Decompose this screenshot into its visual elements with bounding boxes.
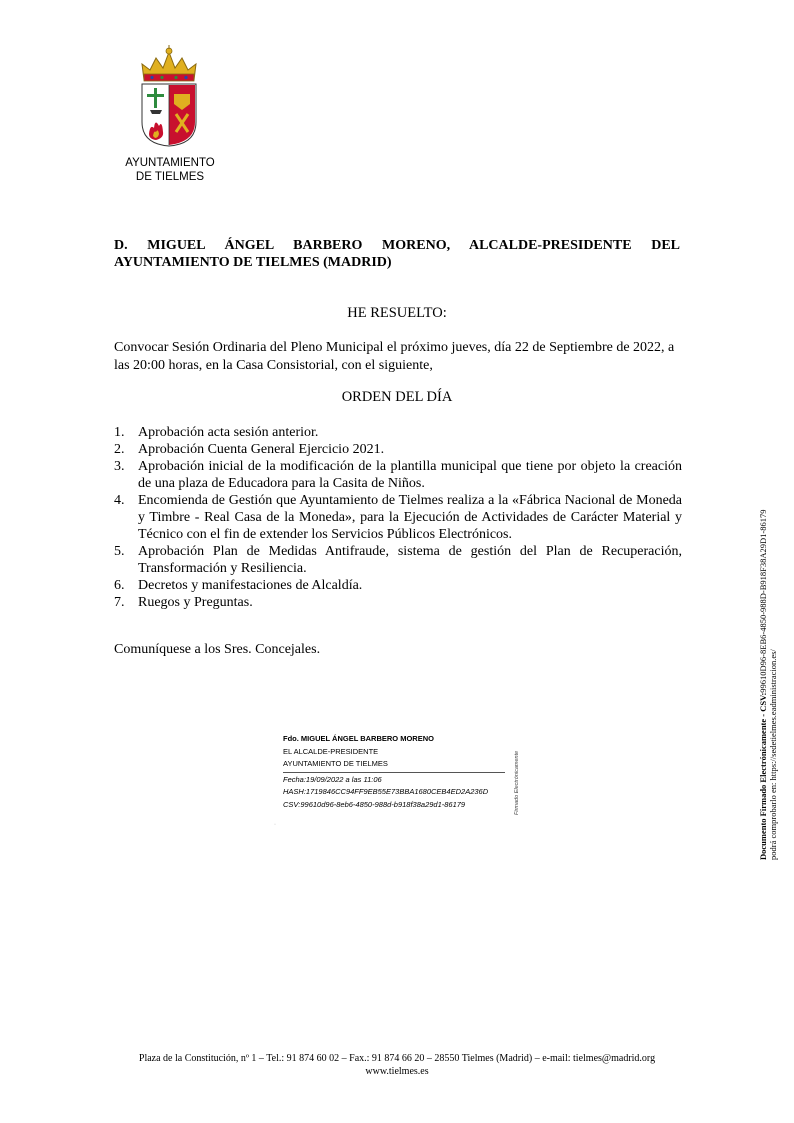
agenda-item-number: 7. <box>114 595 125 610</box>
signature-divider <box>283 772 505 773</box>
agenda-item-number: 2. <box>114 442 125 457</box>
signer-name: Fdo. MIGUEL ÁNGEL BARBERO MORENO <box>283 734 434 743</box>
agenda-item-text: Decretos y manifestaciones de Alcaldía. <box>138 578 363 593</box>
intro-paragraph: Convocar Sesión Ordinaria del Pleno Municipal el próximo jueves, día 22 de Septiembre de 2022, a las 20:00 horas, en la Casa Consistorial, con el siguiente, <box>114 340 675 373</box>
signer-role: EL ALCALDE-PRESIDENTE <box>283 746 379 756</box>
verification-line1 <box>758 470 768 860</box>
notification-line: Comuníquese a los Sres. Concejales. <box>114 642 321 657</box>
signer-organization: AYUNTAMIENTO DE TIELMES <box>283 759 388 768</box>
page-footer <box>100 1052 694 1078</box>
signed-document-label: Documento Firmado Electrónicamente - CSV: <box>758 692 768 860</box>
resolved-title: HE RESUELTO: <box>347 305 447 321</box>
agenda-item-text: Aprobación acta sesión anterior. <box>138 425 319 440</box>
signature-block <box>283 733 523 811</box>
verification-stamp <box>758 470 794 860</box>
heading-line1: D. MIGUEL ÁNGEL BARBERO MORENO, ALCALDE-PRESIDENTE DEL <box>114 238 680 253</box>
verification-url-line: podrá comprobarlo en: https://sedetielmes.eadministracion.es/ <box>768 649 778 860</box>
agenda-item <box>114 577 682 594</box>
signature-hash: HASH:1719846CC94FF9EB55E73BBA1680CEB4ED2A236D <box>283 787 489 796</box>
agenda-item <box>114 458 682 492</box>
agenda-item-number: 3. <box>114 459 125 474</box>
agenda-item <box>114 441 682 458</box>
coat-of-arms-logo <box>136 44 202 148</box>
agenda-item-text: Encomienda de Gestión que Ayuntamiento de Tielmes realiza a la «Fábrica Nacional de Moneda y Timbre - Real Casa de la Moneda», para la Ejecución de Actividades de Carácter Material y Técnico con el fin de extender los Servicios Públicos Electrónicos. <box>138 493 682 542</box>
council-name-line1: AYUNTAMIENTO <box>125 157 215 169</box>
signature-side-label <box>512 740 522 815</box>
agenda-list <box>114 424 682 611</box>
agenda-item-text: Aprobación Plan de Medidas Antifraude, sistema de gestión del Plan de Recuperación, Transformación y Resiliencia. <box>138 544 682 576</box>
agenda-item-text: Ruegos y Preguntas. <box>138 595 253 610</box>
electronically-signed-label: Firmado Electrónicamente <box>514 750 520 815</box>
council-name-line2: DE TIELMES <box>135 170 205 183</box>
agenda-item-number: 5. <box>114 544 125 559</box>
footer-website: www.tielmes.es <box>365 1066 429 1077</box>
agenda-item-number: 4. <box>114 493 125 508</box>
heading-line2: AYUNTAMIENTO DE TIELMES (MADRID) <box>114 255 392 270</box>
agenda-title: ORDEN DEL DÍA <box>341 389 453 405</box>
signature-date: Fecha:19/09/2022 a las 11:06 <box>283 774 382 784</box>
agenda-item-text: Aprobación inicial de la modificación de la plantilla municipal que tiene por objeto la creación de una plaza de Educadora para la Casita de Niños. <box>138 459 682 491</box>
agenda-item-number: 1. <box>114 425 125 440</box>
agenda-item-number: 6. <box>114 578 125 593</box>
agenda-item <box>114 594 682 611</box>
agenda-item-text: Aprobación Cuenta General Ejercicio 2021. <box>138 442 385 457</box>
footer-address: Plaza de la Constitución, nº 1 – Tel.: 91 874 60 02 – Fax.: 91 874 66 20 – 28550 Tielmes (Madrid) – e-mail: tielmes@madrid.org <box>138 1053 656 1064</box>
stamp-mark: · <box>274 822 276 828</box>
agenda-item <box>114 543 682 577</box>
agenda-item <box>114 492 682 543</box>
agenda-item <box>114 424 682 441</box>
signature-csv: CSV:99610d96-8eb6-4850-988d-b918f38a29d1-86179 <box>283 799 466 809</box>
verification-csv-code: 99610D96-8EB6-4850-988D-B918F38A29D1-86179 <box>758 509 768 693</box>
document-heading <box>114 237 680 271</box>
council-name <box>100 157 240 184</box>
